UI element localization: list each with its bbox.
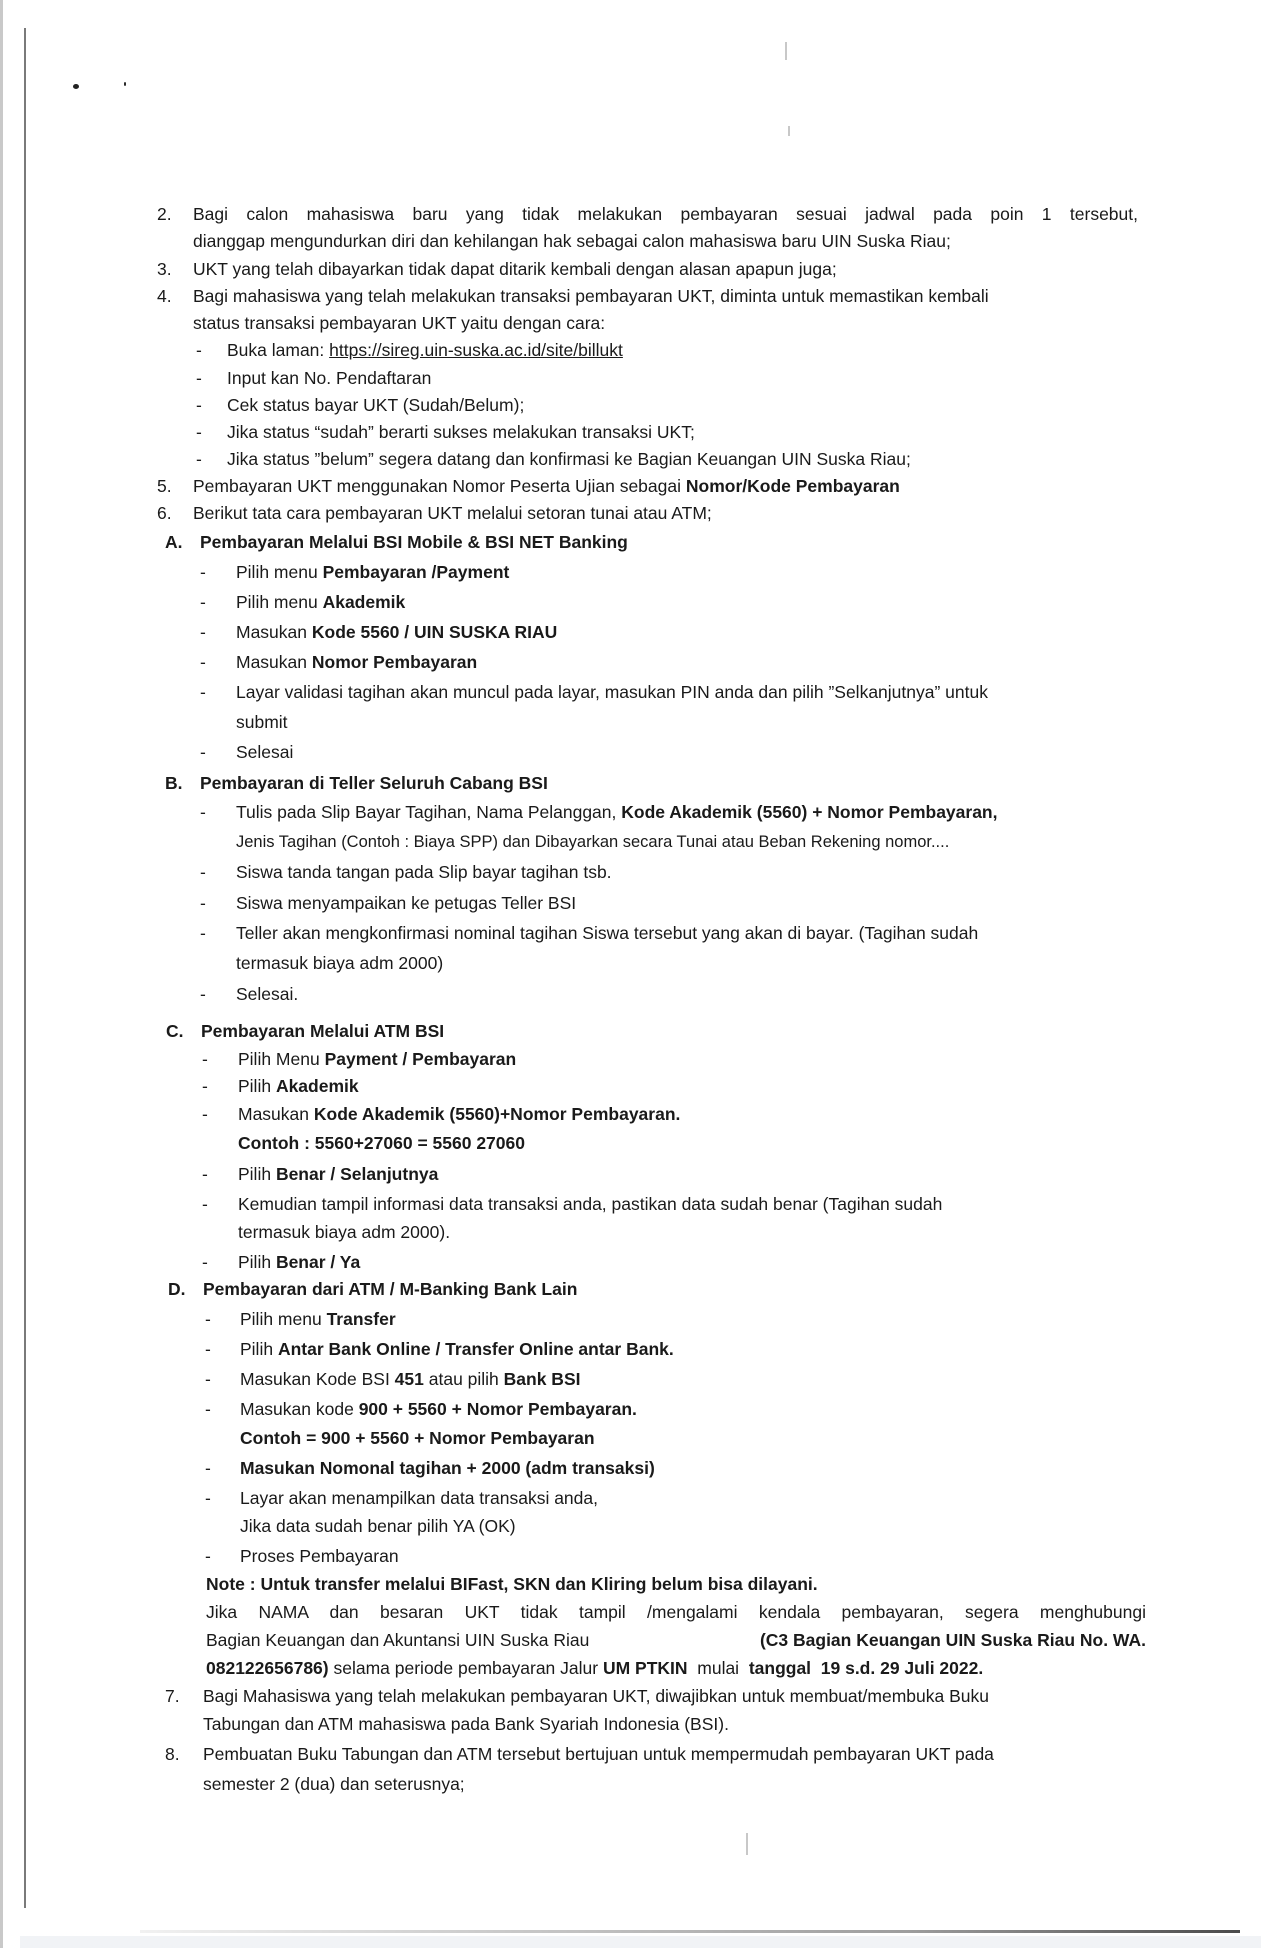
bullet: - — [200, 652, 206, 672]
section-a-step-1 — [236, 560, 509, 584]
bullet: - — [200, 622, 206, 642]
step-bold: Pembayaran /Payment — [322, 562, 510, 582]
step-input: Input kan No. Pendaftaran — [227, 368, 432, 388]
section-letter: B. — [165, 773, 183, 793]
bullet: - — [202, 1076, 208, 1096]
section-c-step-5-line-1: Kemudian tampil informasi data transaksi anda, pastikan data sudah benar (Tagihan sudah — [238, 1194, 943, 1214]
step-belum: Jika status ”belum” segera datang dan konfirmasi ke Bagian Keuangan UIN Suska Riau; — [227, 449, 911, 469]
bullet: - — [200, 923, 206, 943]
step-bold: Akademik — [322, 592, 406, 612]
item-text: Pembayaran UKT menggunakan Nomor Peserta Ujian sebagai — [193, 476, 686, 496]
note-date: tanggal 19 s.d. 29 Juli 2022. — [748, 1658, 984, 1678]
scan-border-line — [24, 28, 26, 1908]
item-2-line-2: dianggap mengundurkan diri dan kehilangan hak sebagai calon mahasiswa baru UIN Suska Riau; — [193, 231, 951, 251]
item-bold: Nomor/Kode Pembayaran — [685, 476, 900, 496]
section-d-step-7: Proses Pembayaran — [240, 1546, 399, 1566]
step-text: Pilih — [238, 1164, 276, 1184]
section-letter: A. — [165, 532, 183, 552]
section-d-step-6-line-2: Jika data sudah benar pilih YA (OK) — [240, 1516, 516, 1536]
step-text: Masukan — [236, 652, 312, 672]
step-bold: Bank BSI — [503, 1369, 581, 1389]
note-line-2 — [206, 1628, 1146, 1652]
scan-speck — [124, 82, 126, 86]
bullet: - — [196, 368, 202, 388]
section-d-step-1 — [240, 1307, 396, 1331]
step-text: Masukan — [238, 1104, 314, 1124]
bullet: - — [200, 862, 206, 882]
scan-bottom-band — [20, 1936, 1261, 1948]
bullet: - — [205, 1488, 211, 1508]
bullet: - — [202, 1194, 208, 1214]
step-bold: Antar Bank Online / Transfer Online antar Bank. — [277, 1339, 674, 1359]
note-heading: Note : Untuk transfer melalui BIFast, SKN dan Kliring belum bisa dilayani. — [206, 1574, 818, 1594]
section-c-step-2 — [238, 1074, 359, 1098]
step-bold: Kode Akademik (5560)+Nomor Pembayaran. — [313, 1104, 681, 1124]
section-c-step-1 — [238, 1047, 516, 1071]
step-text: Tulis pada Slip Bayar Tagihan, Nama Pelanggan, — [236, 802, 622, 822]
bullet: - — [196, 422, 202, 442]
step-bold: Benar / Selanjutnya — [275, 1164, 439, 1184]
section-b-step-2: Siswa tanda tangan pada Slip bayar tagihan tsb. — [236, 862, 612, 882]
item-6-text: Berikut tata cara pembayaran UKT melalui setoran tunai atau ATM; — [193, 503, 712, 523]
bullet: - — [205, 1309, 211, 1329]
step-text: Pilih menu — [236, 562, 323, 582]
section-d-step-5: Masukan Nomonal tagihan + 2000 (adm transaksi) — [240, 1458, 655, 1478]
bullet: - — [196, 340, 202, 360]
section-c-step-4 — [238, 1162, 438, 1186]
step-text: Masukan — [236, 622, 312, 642]
bullet: - — [205, 1399, 211, 1419]
bullet: - — [200, 984, 206, 1004]
bullet: - — [205, 1458, 211, 1478]
section-a-step-2 — [236, 590, 405, 614]
step-bold: 900 + 5560 + Nomor Pembayaran. — [358, 1399, 637, 1419]
bullet: - — [200, 682, 206, 702]
scan-mark — [785, 42, 787, 60]
bullet: - — [205, 1546, 211, 1566]
section-letter: D. — [168, 1279, 186, 1299]
scan-edge — [0, 0, 3, 1948]
note-bold: UM PTKIN — [602, 1658, 688, 1678]
billukt-link[interactable]: https://sireg.uin-suska.ac.id/site/billukt — [329, 340, 623, 360]
section-c-step-3 — [238, 1102, 680, 1126]
section-c-example: Contoh : 5560+27060 = 5560 27060 — [238, 1133, 525, 1153]
item-7-line-1: Bagi Mahasiswa yang telah melakukan pembayaran UKT, diwajibkan untuk membuat/membuka Buku — [203, 1686, 989, 1706]
step-text: Pilih — [238, 1076, 276, 1096]
bullet: - — [202, 1049, 208, 1069]
bullet: - — [205, 1369, 211, 1389]
bullet: - — [200, 592, 206, 612]
item-8-line-1: Pembuatan Buku Tabungan dan ATM tersebut bertujuan untuk mempermudah pembayaran UKT pada — [203, 1744, 994, 1764]
bullet: - — [196, 449, 202, 469]
item-8-line-2: semester 2 (dua) dan seterusnya; — [203, 1774, 465, 1794]
section-d-step-3 — [240, 1367, 580, 1391]
section-a-step-3 — [236, 620, 557, 644]
section-a-title: Pembayaran Melalui BSI Mobile & BSI NET Banking — [200, 532, 628, 552]
note-line-1 — [206, 1600, 1146, 1624]
note-phone: 082122656786) — [206, 1658, 329, 1678]
section-letter: C. — [166, 1021, 184, 1041]
step-text: Masukan kode — [240, 1399, 359, 1419]
item-2-line-1 — [193, 202, 1138, 226]
step-bold: Kode 5560 / UIN SUSKA RIAU — [311, 622, 558, 642]
step-bold: Kode Akademik (5560) + Nomor Pembayaran, — [621, 802, 998, 822]
step-text: atau pilih — [423, 1369, 504, 1389]
note-line-3 — [206, 1656, 983, 1680]
item-5-text — [193, 474, 900, 498]
step-text: Pilih — [240, 1339, 278, 1359]
bullet: - — [200, 802, 206, 822]
section-d-step-6-line-1: Layar akan menampilkan data transaksi anda, — [240, 1488, 598, 1508]
step-bold: Transfer — [326, 1309, 396, 1329]
section-d-title: Pembayaran dari ATM / M-Banking Bank Lain — [203, 1279, 578, 1299]
note-text: selama periode pembayaran Jalur — [328, 1658, 603, 1678]
section-a-step-5-line-2: submit — [236, 712, 288, 732]
list-number: 2. — [157, 204, 172, 224]
section-a-step-6: Selesai — [236, 742, 294, 762]
list-number: 7. — [165, 1686, 180, 1706]
item-7-line-2: Tabungan dan ATM mahasiswa pada Bank Syariah Indonesia (BSI). — [203, 1714, 729, 1734]
note-text: Bagian Keuangan dan Akuntansi UIN Suska Riau — [206, 1630, 590, 1650]
note-text: mulai — [687, 1658, 749, 1678]
item-3-text: UKT yang telah dibayarkan tidak dapat ditarik kembali dengan alasan apapun juga; — [193, 259, 837, 279]
section-b-step-5: Selesai. — [236, 984, 299, 1004]
list-number: 8. — [165, 1744, 180, 1764]
section-d-step-4 — [240, 1397, 637, 1421]
note-text: Jika NAMA dan besaran UKT tidak tampil /mengalami kendala pembayaran, segera menghubungi — [206, 1602, 1146, 1622]
bullet: - — [202, 1104, 208, 1124]
bullet: - — [202, 1164, 208, 1184]
item-4-line-2: status transaksi pembayaran UKT yaitu dengan cara: — [193, 313, 606, 333]
section-b-step-3: Siswa menyampaikan ke petugas Teller BSI — [236, 893, 577, 913]
step-bold: Payment / Pembayaran — [324, 1049, 517, 1069]
section-c-step-5-line-2: termasuk biaya adm 2000). — [238, 1222, 451, 1242]
bullet: - — [200, 562, 206, 582]
bullet: - — [202, 1252, 208, 1272]
step-open-page — [227, 338, 623, 362]
list-number: 6. — [157, 503, 172, 523]
list-number: 5. — [157, 476, 172, 496]
scan-mark — [746, 1833, 748, 1855]
scan-speck — [73, 84, 79, 89]
bullet: - — [200, 742, 206, 762]
section-b-step-4-line-2: termasuk biaya adm 2000) — [236, 953, 444, 973]
section-a-step-5-line-1: Layar validasi tagihan akan muncul pada layar, masukan PIN anda dan pilih ”Selkanjutnya” untuk — [236, 682, 988, 702]
section-a-step-4 — [236, 650, 477, 674]
section-c-step-6 — [238, 1250, 360, 1274]
bullet: - — [200, 893, 206, 913]
note-contact: (C3 Bagian Keuangan UIN Suska Riau No. WA. — [759, 1630, 1146, 1650]
step-bold: Nomor Pembayaran — [311, 652, 478, 672]
section-b-step-4-line-1: Teller akan mengkonfirmasi nominal tagihan Siswa tersebut yang akan di bayar. (Tagihan sudah — [236, 923, 979, 943]
step-text: Masukan Kode BSI — [240, 1369, 395, 1389]
step-text: Pilih menu — [236, 592, 323, 612]
section-d-example: Contoh = 900 + 5560 + Nomor Pembayaran — [240, 1428, 595, 1448]
step-text: Pilih Menu — [238, 1049, 325, 1069]
list-number: 3. — [157, 259, 172, 279]
scan-mark — [788, 126, 790, 136]
section-b-title: Pembayaran di Teller Seluruh Cabang BSI — [200, 773, 548, 793]
section-c-title: Pembayaran Melalui ATM BSI — [201, 1021, 445, 1041]
item-4-line-1: Bagi mahasiswa yang telah melakukan transaksi pembayaran UKT, diminta untuk memastikan kembali — [193, 286, 989, 306]
step-text: Pilih — [238, 1252, 276, 1272]
step-check: Cek status bayar UKT (Sudah/Belum); — [227, 395, 525, 415]
list-number: 4. — [157, 286, 172, 306]
step-bold: Akademik — [275, 1076, 359, 1096]
step-text: Buka laman: — [227, 340, 330, 360]
section-d-step-2 — [240, 1337, 674, 1361]
section-b-step-1-line-1 — [236, 800, 997, 824]
bullet: - — [196, 395, 202, 415]
scan-bottom-shadow — [140, 1930, 1240, 1933]
step-bold: Benar / Ya — [275, 1252, 361, 1272]
step-bold: 451 — [394, 1369, 424, 1389]
step-text: Pilih menu — [240, 1309, 327, 1329]
bullet: - — [205, 1339, 211, 1359]
section-b-step-1-line-2: Jenis Tagihan (Contoh : Biaya SPP) dan Dibayarkan secara Tunai atau Beban Rekening nomor.... — [236, 833, 950, 851]
item-text: Bagi calon mahasiswa baru yang tidak melakukan pembayaran sesuai jadwal pada poin 1 tersebut, — [193, 204, 1138, 224]
step-sudah: Jika status “sudah” berarti sukses melakukan transaksi UKT; — [227, 422, 695, 442]
